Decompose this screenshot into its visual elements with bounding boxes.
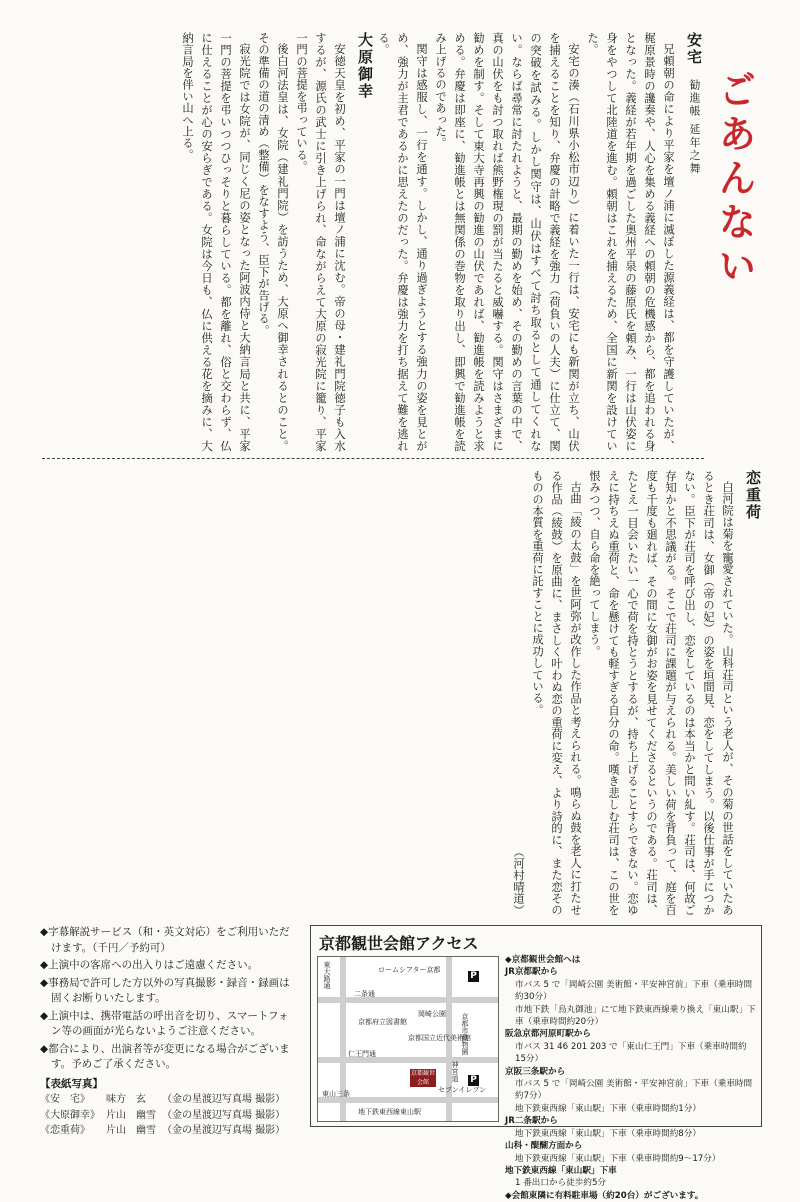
route-line: 地下鉄東西線「東山駅」下車（乗車時間約9〜17分） — [515, 1153, 721, 1164]
ataka-paragraph: 関守は感服し、一行を通す。しかし、通り過ぎようとする強力の姿を見とがめ、強力が主君であるかに思えたのだった。弁慶は強力を打ち据えて難を逃れる。 — [377, 32, 428, 452]
map-label: 岡崎公園 — [418, 1010, 446, 1018]
photo-credit-row: 《恋重荷》 片山 幽雪 （金の星渡辺写真場 撮影） — [40, 1125, 286, 1136]
photo-credit-row: 《大原御幸》 片山 幽雪 （金の星渡辺写真場 撮影） — [40, 1109, 286, 1121]
access-title: 京都観世会館アクセス — [319, 934, 479, 953]
route-line: 市地下鉄「烏丸御池」にて地下鉄東西線乗り換え「東山駅」下車（乗車時間約20分） — [515, 1004, 756, 1028]
ataka-subtitle: 勧進帳 延年之舞 — [688, 79, 701, 176]
route-line: 1 番出口から徒歩約5分 — [515, 1178, 607, 1189]
section-divider — [42, 458, 704, 459]
ataka-paragraph: 兄頼朝の命により平家を壇ノ浦に滅ぼした源義経は、都を守護していたが、梶原景時の讒奏や、人心を集める義経への頼朝の危機感から、都を追われる身となった。義経が若年期を過ごした奥州平泉の藤原氏を頼み、一行は山伏姿に身をやつして北陸道を進む。頼朝はこれを捕えるため、全国に新関を設けていた。 — [586, 32, 675, 452]
map-label: 仁王門通 — [348, 1050, 376, 1058]
route-line: ◆会館東隣に有料駐車場（約20台）がございます。 — [505, 1190, 704, 1201]
notice-item: ◆上演中の客席への出入りはご遠慮ください。 — [40, 959, 259, 971]
route-line: 市バス 5 で「岡崎公園 美術館・平安神宮前」下車（乗車時間約7分） — [515, 1079, 753, 1102]
route-line: 地下鉄東西線「東山駅」下車（乗車時間約8分） — [515, 1128, 701, 1139]
road — [318, 997, 498, 1003]
koi-omoni-paragraph: 古曲「綾の太鼓」を世阿弥が改作した作品と考えられる。鳴らぬ鼓を老人に打たせる作品（綾鼓）を原曲に、まさしく叶わぬ恋の重荷に変え、より詩的に、また恋そのものの本質を重荷に託すことに成功している。 — [531, 470, 582, 916]
route-line: 阪急京都河原町駅から — [505, 1029, 591, 1040]
notice-item: ◆事務局で許可した方以外の写真撮影・録音・録画は固くお断りいたします。 — [40, 976, 290, 1004]
route-line: 京阪三条駅から — [505, 1066, 566, 1077]
notice-item: ◆字幕解説サービス（和・英文対応）をご利用いただけます。（千円／予約可） — [40, 926, 290, 954]
map-label: 京都市動物園 — [461, 1013, 469, 1055]
lower-articles — [42, 470, 762, 916]
parking-icon: P — [468, 1075, 479, 1086]
route-line: 地下鉄東西線「東山駅」下車（乗車時間約1分） — [515, 1103, 701, 1114]
page-title: ごあんない — [712, 70, 756, 290]
photo-credits-title: 【表紙写真】 — [40, 1077, 103, 1090]
parking-icon: P — [468, 971, 479, 982]
map-label: セブンイレブン — [438, 1086, 487, 1094]
access-map — [317, 956, 499, 1122]
ohara-paragraph: 後白河法皇は、女院（建礼門院）を訪うため、大原へ御幸されるとのこと。その準備の道の清め（整備）をなすよう、臣下が告げる。 — [257, 32, 289, 452]
map-label: 東山三条 — [322, 1090, 350, 1098]
koi-omoni-paragraph: 白河院は菊を寵愛されていた。山科荘司という老人が、その菊の世話をしていたあるとき荘司は、女御（帝の妃）の姿を垣間見、恋をしてしまう。以後仕事が手につかない。臣下が荘司を呼び出し、恋をしているのは本当かと問い糺す。荘司は、何故ご存知かと不思議がる。そこで荘司に課題が与えられる。美しい荷を背負って、庭を百度も千度も廻れば、その間に女御がお姿を見せてくださるというのである。荘司は、たとえ一目会いたい一心で荷を持とうとするが、持ち上げることすらできない。恋ゆえに持ちえぬ重荷と、命を懸けても軽すぎる自分の命。嘆き悲しむ荘司は、この世を恨みつつ、自ら命を絶ってしまう。 — [588, 470, 734, 916]
ataka-heading: 安宅 勧進帳 延年之舞 — [685, 32, 703, 176]
upper-articles — [44, 32, 704, 452]
route-line: ◆京都観世会館へは — [505, 955, 581, 965]
map-label: 地下鉄東西線東山駅 — [358, 1108, 421, 1116]
route-line: 市バス 31 46 201 203 で「東山仁王門」下車（乗車時間約15分） — [515, 1041, 747, 1065]
kanze-kaikan-marker: 京都観世会館 — [410, 1070, 435, 1086]
ohara-paragraph: 寂光院では女院が、同じく尼の姿となった阿波内侍と大納言局と共に、平家一門の菩提を弔いつつひっそりと暮らしている。都を離れ、俗と交わらず、仏に仕えることが心の安らぎである。女院は今日も、仏に供える花を摘みに、大納言局を伴い山へ上る。 — [181, 32, 251, 452]
route-line: JR二条駅から — [505, 1116, 558, 1127]
koi-omoni-heading: 恋重荷 — [744, 470, 762, 521]
photo-credit-row: 《安 宅》 味方 玄 （金の星渡辺写真場 撮影） — [40, 1094, 286, 1105]
map-label: 二条通 — [354, 990, 375, 998]
info-panel — [40, 925, 298, 1136]
route-line: 山科・醍醐方面から — [505, 1141, 583, 1152]
map-label: ロームシアター京都 — [378, 966, 441, 974]
access-box — [310, 925, 762, 1201]
ataka-paragraph: 安宅の湊（石川県小松市辺り）に着いた一行は、安宅にも新関が立ち、山伏を捕えることを知り、弁慶の計略で義経を強力（荷負いの人夫）に仕立て、関の突破を試みる。しかし関守は、山伏はすべて討ち取るとして通してくれない。ならば尋常に討たれようと、最期の勤めを始め、その勤めの言葉の中で、真の山伏をも討つ取れば熊野権現の罰が当たると威嚇する。関守はさまざまに勧めを制す。そして東大寺再興の勧進の山伏であれば、勧進帳を読みようと求める。弁慶は即座に、勧進帳とは無関係の巻物を取り出し、即興で勧進帳を読み上げるのであった。 — [434, 32, 580, 452]
notice-item: ◆上演中は、携帯電話の呼出音を切り、スマートフォン等の画面が光らないようご注意ください。 — [40, 1009, 289, 1037]
route-line: 地下鉄東西線「東山駅」下車 — [505, 1165, 617, 1176]
photo-credits-table — [40, 1092, 291, 1139]
map-label: 東大路通 — [323, 961, 331, 989]
route-directions — [505, 954, 757, 1202]
ohara-paragraph: 安徳天皇を初め、平家の一門は壇ノ浦に沈む。帝の母・建礼門院徳子も入水するが、源氏の武士に引き上げられ、命ながらえて大原の寂光院に籠り、平家一門の菩提を弔っている。 — [295, 32, 346, 452]
map-label: 神宮道 — [451, 1061, 459, 1082]
road — [318, 1057, 498, 1063]
ohara-heading: 大原御幸 — [356, 32, 374, 100]
author-signature: （河村晴道） — [512, 845, 525, 916]
notice-item: ◆都合により、出演者等が変更になる場合がございます。予めご了承ください。 — [40, 1042, 290, 1070]
route-line: JR京都駅から — [505, 967, 558, 978]
route-line: 市バス 5 で「岡崎公園 美術館・平安神宮前」下車（乗車時間約30分） — [515, 979, 753, 1003]
map-label: 京都府立図書館 — [358, 1018, 407, 1026]
map-label: 京都国立近代美術館 — [408, 1034, 471, 1042]
